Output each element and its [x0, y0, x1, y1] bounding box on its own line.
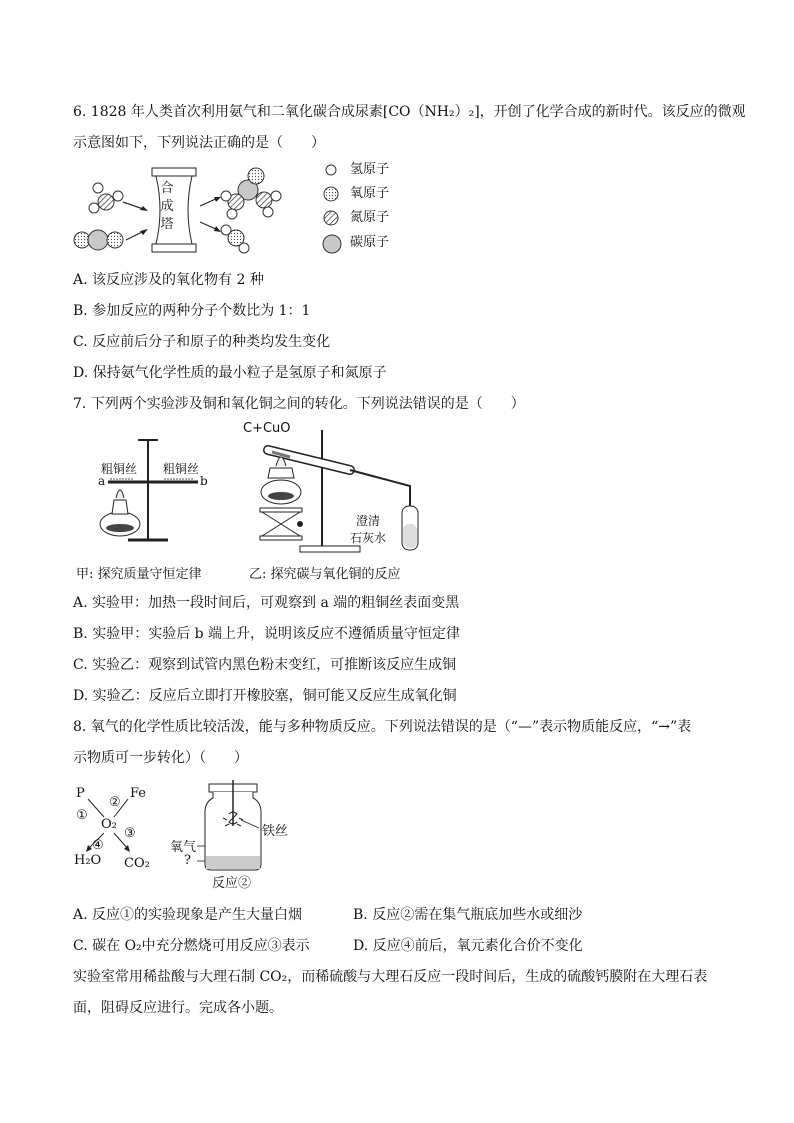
bottle-iron-wire-label: 铁丝 [262, 824, 289, 839]
q8-option-d: D. 反应④前后，氧元素化合价不变化 [353, 938, 583, 954]
diagram-r2: ② [109, 795, 121, 810]
jia-end-a: a [98, 474, 106, 488]
water-molecule [221, 225, 249, 253]
carbon-dioxide-molecule [74, 230, 123, 250]
q7-option-a: A. 实验甲：加热一段时间后，可观察到 a 端的粗铜丝表面变黑 [73, 595, 460, 611]
q7-option-b: B. 实验甲：实验后 b 端上升，说明该反应不遵循质量守恒定律 [73, 626, 461, 642]
yi-limewater-label-1: 澄清 [356, 514, 381, 528]
diagram-P: P [76, 786, 85, 801]
passage-line1: 实验室常用稀盐酸与大理石制 CO₂，而稀硫酸与大理石反应一段时间后，生成的硫酸钙膜附在大理石表 [73, 969, 708, 985]
q7-option-c: C. 实验乙：观察到试管内黑色粉末变红，可推断该反应生成铜 [73, 657, 457, 673]
ammonia-molecule [89, 183, 123, 213]
jia-end-b: b [200, 474, 208, 488]
yi-reagent-label: C+CuO [243, 421, 291, 436]
jia-caption: 甲: 探究质量守恒定律 [76, 567, 202, 582]
jia-wire-label-left: 粗铜丝 [101, 462, 138, 476]
bottle-question-label: ? [184, 853, 191, 868]
q8-stem-line2: 示物质可一步转化）（ ） [73, 750, 248, 766]
q7-figure-jia [88, 430, 218, 558]
q6-option-d: D. 保持氨气化学性质的最小粒子是氢原子和氮原子 [73, 365, 387, 381]
q6-stem-line1: 6. 1828 年人类首次利用氨气和二氧化碳合成尿素[CO（NH₂）₂]，开创了化学合成的新时代。该反应的微观 [73, 104, 746, 120]
diagram-r1: ① [76, 808, 88, 823]
q8-option-a: A. 反应①的实验现象是产生大量白烟 [73, 907, 303, 923]
q6-reaction-diagram [68, 160, 308, 260]
q8-option-b: B. 反应②需在集气瓶底加些水或细沙 [353, 907, 583, 923]
diagram-r3: ③ [124, 826, 136, 841]
q6-option-c: C. 反应前后分子和原子的种类均发生变化 [73, 334, 331, 350]
urea-molecule [221, 168, 281, 219]
tower-label: 合 成 塔 [160, 181, 174, 232]
diagram-CO2: CO₂ [124, 856, 150, 871]
passage-line2: 面，阻碍反应进行。完成各小题。 [73, 1000, 283, 1016]
yi-caption: 乙: 探究碳与氧化铜的反应 [249, 567, 401, 582]
q7-option-d: D. 实验乙：反应后立即打开橡胶塞，铜可能又反应生成氧化铜 [73, 688, 457, 704]
diagram-Fe: Fe [130, 786, 147, 801]
diagram-H2O: H₂O [74, 853, 102, 868]
q8-option-c: C. 碳在 O₂中充分燃烧可用反应③表示 [73, 938, 310, 954]
q6-option-b: B. 参加反应的两种分子个数比为 1：1 [73, 303, 311, 319]
q7-figure-yi [250, 420, 430, 560]
yi-limewater-label-2: 石灰水 [350, 531, 387, 545]
diagram-r4: ④ [92, 838, 104, 853]
bottle-oxygen-label: 氧气 [170, 840, 197, 855]
q7-stem: 7. 下列两个实验涉及铜和氧化铜之间的转化。下列说法错误的是（ ） [73, 396, 525, 412]
jia-wire-label-right: 粗铜丝 [163, 462, 200, 476]
diagram-O2: O₂ [101, 817, 117, 832]
bottle-caption: 反应② [212, 876, 252, 891]
q6-option-a: A. 该反应涉及的氧化物有 2 种 [73, 272, 264, 288]
q8-stem-line1: 8. 氧气的化学性质比较活泼，能与多种物质反应。下列说法错误的是（“—”表示物质能反应，“→”表 [73, 719, 692, 735]
q6-stem-line2: 示意图如下，下列说法正确的是（ ） [73, 135, 325, 151]
